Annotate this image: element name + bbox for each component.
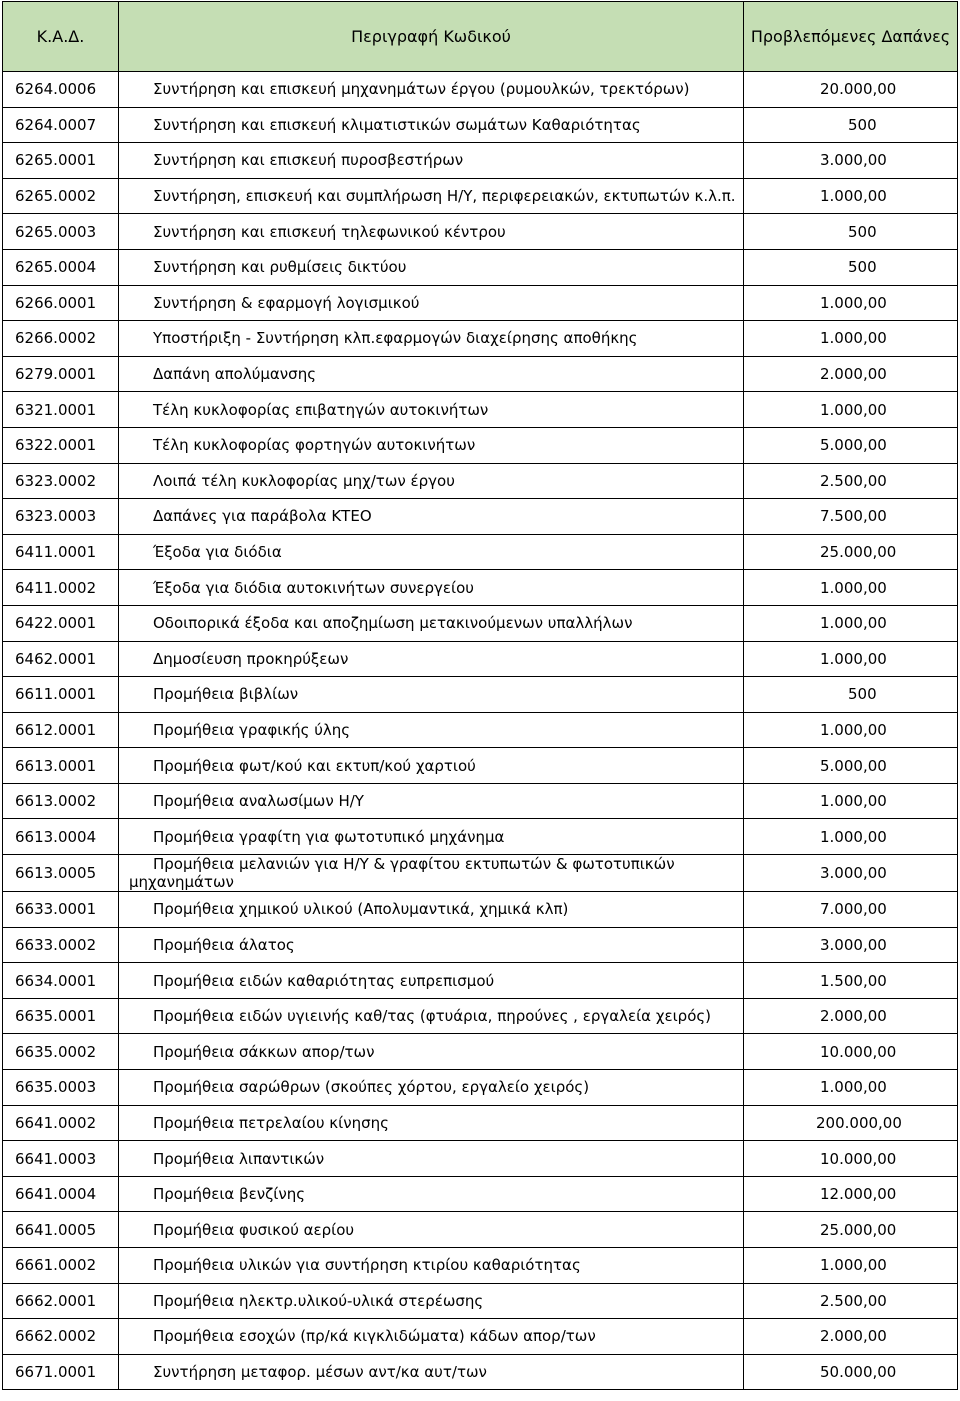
table-row	[3, 892, 958, 928]
row-amount: 2.000,00	[744, 1319, 958, 1355]
row-amount: 2.000,00	[744, 998, 958, 1034]
row-code: 6323.0003	[3, 499, 119, 535]
row-amount: 1.000,00	[744, 819, 958, 855]
header-amount: Προβλεπόμενες Δαπάνες	[744, 2, 958, 72]
table-row	[3, 748, 958, 784]
row-description: Προμήθεια άλατος	[119, 927, 744, 963]
row-description: Συντήρηση και ρυθμίσεις δικτύου	[119, 249, 744, 285]
table-row	[3, 963, 958, 999]
row-description: Προμήθεια φυσικού αερίου	[119, 1212, 744, 1248]
row-code: 6265.0001	[3, 143, 119, 179]
row-code: 6264.0006	[3, 72, 119, 108]
table-row	[3, 1354, 958, 1390]
row-code: 6613.0002	[3, 783, 119, 819]
row-code: 6635.0002	[3, 1034, 119, 1070]
table-row	[3, 819, 958, 855]
table-row	[3, 107, 958, 143]
row-amount: 10.000,00	[744, 1034, 958, 1070]
row-description: Συντήρηση και επισκευή πυροσβεστήρων	[119, 143, 744, 179]
row-description: Προμήθεια γραφικής ύλης	[119, 712, 744, 748]
row-description: Λοιπά τέλη κυκλοφορίας μηχ/των έργου	[119, 463, 744, 499]
row-description: Προμήθεια ειδών υγιεινής καθ/τας (φτυάρια, πηρούνες , εργαλεία χειρός)	[119, 998, 744, 1034]
row-amount: 500	[744, 107, 958, 143]
table-row	[3, 178, 958, 214]
row-code: 6613.0001	[3, 748, 119, 784]
row-amount: 500	[744, 677, 958, 713]
row-description: Προμήθεια λιπαντικών	[119, 1141, 744, 1177]
row-description: Δημοσίευση προκηρύξεων	[119, 641, 744, 677]
table-row	[3, 534, 958, 570]
row-amount: 2.000,00	[744, 356, 958, 392]
row-description: Δαπάνη απολύμανσης	[119, 356, 744, 392]
row-amount: 12.000,00	[744, 1176, 958, 1212]
row-code: 6462.0001	[3, 641, 119, 677]
row-amount: 1.000,00	[744, 285, 958, 321]
row-amount: 3.000,00	[744, 927, 958, 963]
row-amount: 10.000,00	[744, 1141, 958, 1177]
row-description: Έξοδα για διόδια αυτοκινήτων συνεργείου	[119, 570, 744, 606]
row-description: Συντήρηση και επισκευή κλιματιστικών σωμάτων Καθαριότητας	[119, 107, 744, 143]
table-row	[3, 1141, 958, 1177]
row-code: 6411.0001	[3, 534, 119, 570]
row-code: 6613.0004	[3, 819, 119, 855]
table-row	[3, 285, 958, 321]
row-code: 6641.0003	[3, 1141, 119, 1177]
table-row	[3, 1034, 958, 1070]
row-code: 6266.0002	[3, 321, 119, 357]
row-code: 6641.0005	[3, 1212, 119, 1248]
table-row	[3, 214, 958, 250]
row-amount: 2.500,00	[744, 463, 958, 499]
row-description: Τέλη κυκλοφορίας επιβατηγών αυτοκινήτων	[119, 392, 744, 428]
row-code: 6634.0001	[3, 963, 119, 999]
table-row	[3, 1248, 958, 1284]
row-description: Έξοδα για διόδια	[119, 534, 744, 570]
row-amount: 7.000,00	[744, 892, 958, 928]
table-row	[3, 1283, 958, 1319]
row-code: 6265.0003	[3, 214, 119, 250]
row-description: Προμήθεια φωτ/κού και εκτυπ/κού χαρτιού	[119, 748, 744, 784]
row-amount: 1.000,00	[744, 641, 958, 677]
table-row	[3, 427, 958, 463]
row-code: 6279.0001	[3, 356, 119, 392]
table-row	[3, 998, 958, 1034]
table-row	[3, 463, 958, 499]
row-description: Συντήρηση και επισκευή μηχανημάτων έργου (ρυμουλκών, τρεκτόρων)	[119, 72, 744, 108]
table-row	[3, 712, 958, 748]
table-row	[3, 356, 958, 392]
table-row	[3, 72, 958, 108]
row-code: 6661.0002	[3, 1248, 119, 1284]
row-description: Τέλη κυκλοφορίας φορτηγών αυτοκινήτων	[119, 427, 744, 463]
row-code: 6633.0002	[3, 927, 119, 963]
table-row	[3, 143, 958, 179]
row-description	[119, 855, 744, 892]
row-code: 6612.0001	[3, 712, 119, 748]
row-amount: 3.000,00	[744, 143, 958, 179]
table-row	[3, 249, 958, 285]
row-amount: 200.000,00	[744, 1105, 958, 1141]
row-amount: 20.000,00	[744, 72, 958, 108]
row-description-line2: μηχανημάτων	[129, 873, 234, 892]
row-code: 6264.0007	[3, 107, 119, 143]
table-row	[3, 605, 958, 641]
row-description: Οδοιπορικά έξοδα και αποζημίωση μετακινούμενων υπαλλήλων	[119, 605, 744, 641]
table-row	[3, 677, 958, 713]
row-description: Προμήθεια εσοχών (πρ/κά κιγκλιδώματα) κάδων απορ/των	[119, 1319, 744, 1355]
row-code: 6635.0001	[3, 998, 119, 1034]
header-description: Περιγραφή Κωδικού	[119, 2, 744, 72]
row-description: Προμήθεια ηλεκτρ.υλικού-υλικά στερέωσης	[119, 1283, 744, 1319]
row-description: Προμήθεια σάκκων απορ/των	[119, 1034, 744, 1070]
table-row	[3, 570, 958, 606]
row-amount: 5.000,00	[744, 748, 958, 784]
row-description: Υποστήριξη - Συντήρηση κλπ.εφαρμογών διαχείρησης αποθήκης	[119, 321, 744, 357]
row-code: 6322.0001	[3, 427, 119, 463]
table-row	[3, 321, 958, 357]
budget-table	[2, 1, 958, 1390]
row-description: Συντήρηση μεταφορ. μέσων αντ/κα αυτ/των	[119, 1354, 744, 1390]
row-code: 6411.0002	[3, 570, 119, 606]
row-amount: 25.000,00	[744, 534, 958, 570]
row-code: 6662.0002	[3, 1319, 119, 1355]
row-code: 6265.0002	[3, 178, 119, 214]
table-row	[3, 927, 958, 963]
row-description: Προμήθεια βενζίνης	[119, 1176, 744, 1212]
header-row	[3, 2, 958, 72]
header-code: Κ.Α.Δ.	[3, 2, 119, 72]
row-amount: 1.500,00	[744, 963, 958, 999]
row-description: Προμήθεια ειδών καθαριότητας ευπρεπισμού	[119, 963, 744, 999]
row-amount: 25.000,00	[744, 1212, 958, 1248]
row-amount: 7.500,00	[744, 499, 958, 535]
row-description: Δαπάνες για παράβολα ΚΤΕΟ	[119, 499, 744, 535]
row-code: 6671.0001	[3, 1354, 119, 1390]
row-description: Προμήθεια χημικού υλικού (Απολυμαντικά, χημικά κλπ)	[119, 892, 744, 928]
row-description-line1: Προμήθεια μελανιών για Η/Υ & γραφίτου εκτυπωτών & φωτοτυπικών	[153, 855, 675, 874]
table-row	[3, 1105, 958, 1141]
row-code: 6323.0002	[3, 463, 119, 499]
row-code: 6641.0004	[3, 1176, 119, 1212]
row-code: 6265.0004	[3, 249, 119, 285]
row-code: 6613.0005	[3, 855, 119, 892]
row-amount: 1.000,00	[744, 712, 958, 748]
table-row	[3, 641, 958, 677]
table-row	[3, 855, 958, 892]
row-amount: 1.000,00	[744, 392, 958, 428]
row-code: 6321.0001	[3, 392, 119, 428]
row-amount: 2.500,00	[744, 1283, 958, 1319]
row-amount: 50.000,00	[744, 1354, 958, 1390]
row-amount: 500	[744, 249, 958, 285]
row-code: 6641.0002	[3, 1105, 119, 1141]
table-row	[3, 1212, 958, 1248]
table-row	[3, 783, 958, 819]
row-amount: 1.000,00	[744, 570, 958, 606]
table-row	[3, 499, 958, 535]
row-code: 6635.0003	[3, 1070, 119, 1106]
row-code: 6633.0001	[3, 892, 119, 928]
row-amount: 3.000,00	[744, 855, 958, 892]
row-description: Προμήθεια αναλωσίμων Η/Υ	[119, 783, 744, 819]
row-amount: 1.000,00	[744, 178, 958, 214]
row-amount: 1.000,00	[744, 783, 958, 819]
row-amount: 1.000,00	[744, 1248, 958, 1284]
row-description: Προμήθεια γραφίτη για φωτοτυπικό μηχάνημα	[119, 819, 744, 855]
row-description: Προμήθεια βιβλίων	[119, 677, 744, 713]
row-description: Προμήθεια σαρώθρων (σκούπες χόρτου, εργαλείο χειρός)	[119, 1070, 744, 1106]
row-amount: 1.000,00	[744, 1070, 958, 1106]
row-code: 6266.0001	[3, 285, 119, 321]
row-code: 6611.0001	[3, 677, 119, 713]
row-description: Συντήρηση, επισκευή και συμπλήρωση Η/Υ, περιφερειακών, εκτυπωτών κ.λ.π.	[119, 178, 744, 214]
row-amount: 500	[744, 214, 958, 250]
row-description: Προμήθεια υλικών για συντήρηση κτιρίου καθαριότητας	[119, 1248, 744, 1284]
table-row	[3, 1070, 958, 1106]
row-code: 6422.0001	[3, 605, 119, 641]
row-description: Συντήρηση και επισκευή τηλεφωνικού κέντρου	[119, 214, 744, 250]
row-amount: 1.000,00	[744, 605, 958, 641]
table-row	[3, 1319, 958, 1355]
row-description: Συντήρηση & εφαρμογή λογισμικού	[119, 285, 744, 321]
table-row	[3, 392, 958, 428]
row-code: 6662.0001	[3, 1283, 119, 1319]
row-amount: 5.000,00	[744, 427, 958, 463]
table-row	[3, 1176, 958, 1212]
row-amount: 1.000,00	[744, 321, 958, 357]
row-description: Προμήθεια πετρελαίου κίνησης	[119, 1105, 744, 1141]
